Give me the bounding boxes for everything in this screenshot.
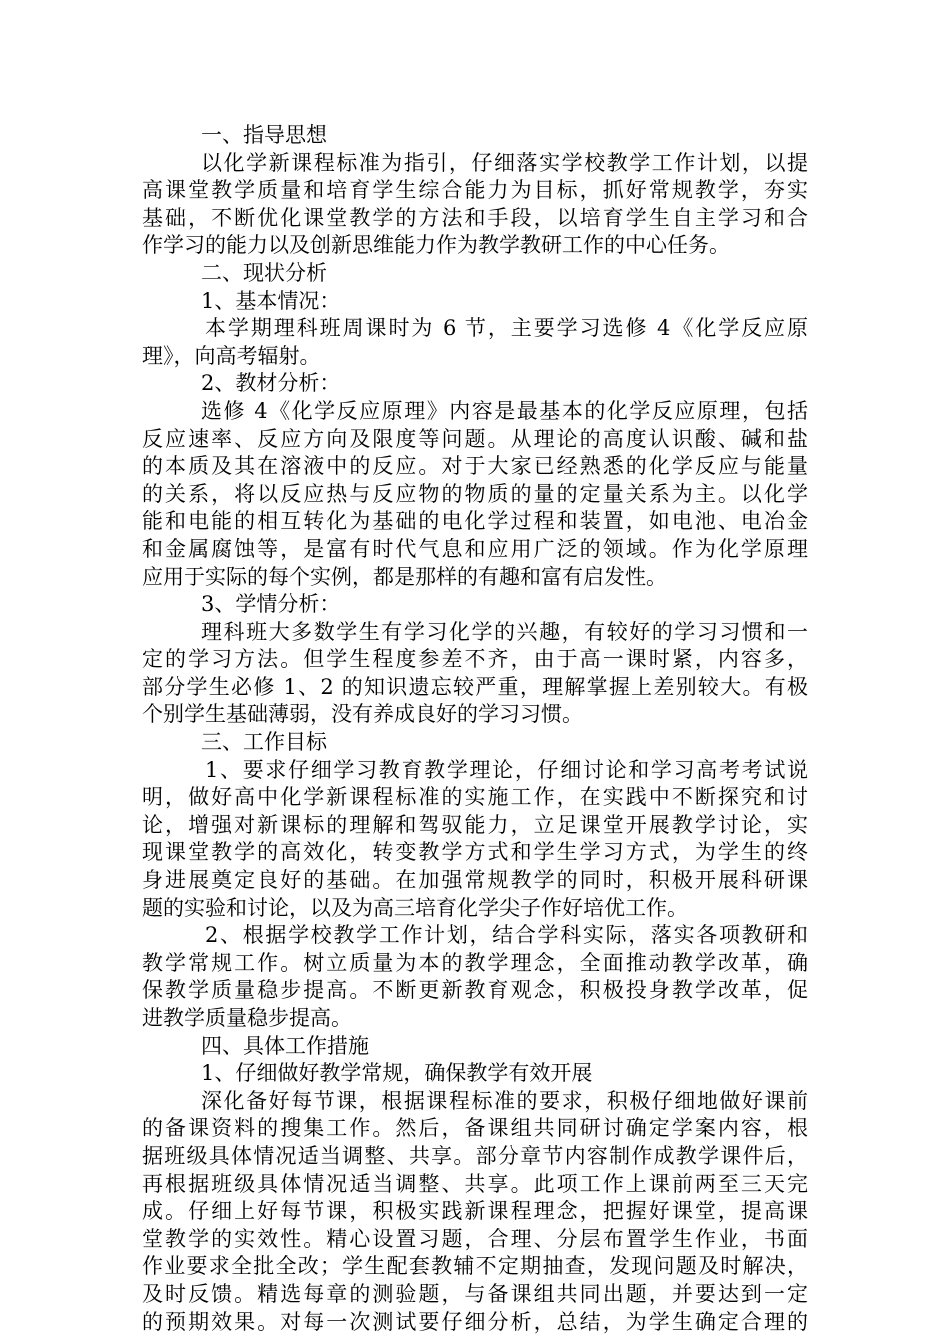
text-line: 定的学习方法。但学生程度参差不齐，由于高一课时紧，内容多，: [142, 647, 808, 672]
text-line: 和金属腐蚀等，是富有时代气息和应用广泛的领域。作为化学原理: [142, 536, 808, 561]
text-line: 成。仔细上好每节课，积极实践新课程理念，把握好课堂，提高课: [142, 1199, 808, 1224]
section-heading-line: 四、具体工作措施: [201, 1033, 369, 1058]
text-line: 深化备好每节课，根据课程标准的要求，积极仔细地做好课前: [201, 1088, 808, 1113]
text-line: 基础，不断优化课堂教学的方法和手段，以培育学生自主学习和合: [142, 205, 808, 230]
section-heading-line: 3、学情分析：: [201, 592, 341, 617]
text-line: 选修 4《化学反应原理》内容是最基本的化学反应原理，包括: [201, 398, 808, 423]
text-line: 个别学生基础薄弱，没有养成良好的学习习惯。: [142, 702, 583, 727]
text-line: 的预期效果。对每一次测试要仔细分析，总结，为学生确定合理的: [142, 1309, 808, 1334]
text-line: 2、根据学校教学工作计划，结合学科实际，落实各项教研和: [205, 923, 808, 948]
text-line: 据班级具体情况适当调整、共享。部分章节内容制作成教学课件后，: [142, 1143, 808, 1168]
text-line: 本学期理科班周课时为 6 节，主要学习选修 4《化学反应原: [205, 316, 808, 341]
text-line: 及时反馈。精选每章的测验题，与备课组共同出题，并要达到一定: [142, 1281, 808, 1306]
document-body: [142, 122, 808, 1336]
text-line: 作学习的能力以及创新思维能力作为教学教研工作的中心任务。: [142, 233, 730, 258]
text-line: 的备课资料的搜集工作。然后，备课组共同研讨确定学案内容，根: [142, 1116, 808, 1141]
text-line: 以化学新课程标准为指引，仔细落实学校教学工作计划，以提: [201, 150, 808, 175]
text-line: 反应速率、反应方向及限度等问题。从理论的高度认识酸、碱和盐: [142, 426, 808, 451]
section-heading-line: 2、教材分析：: [201, 371, 341, 396]
text-line: 的关系，将以反应热与反应物的物质的量的定量关系为主。以化学: [142, 481, 808, 506]
text-line: 现课堂教学的高效化，转变教学方式和学生学习方式，为学生的终: [142, 840, 808, 865]
section-heading-line: 三、工作目标: [201, 730, 327, 755]
section-heading-line: 二、现状分析: [201, 260, 327, 285]
text-line: 题的实验和讨论，以及为高三培育化学尖子作好培优工作。: [142, 895, 688, 920]
text-line: 应用于实际的每个实例，都是那样的有趣和富有启发性。: [142, 564, 667, 589]
text-line: 身进展奠定良好的基础。在加强常规教学的同时，积极开展科研课: [142, 868, 808, 893]
text-line: 理科班大多数学生有学习化学的兴趣，有较好的学习习惯和一: [201, 619, 808, 644]
text-line: 高课堂教学质量和培育学生综合能力为目标，抓好常规教学，夯实: [142, 178, 808, 203]
text-line: 的本质及其在溶液中的反应。对于大家已经熟悉的化学反应与能量: [142, 454, 808, 479]
section-heading-line: 1、仔细做好教学常规，确保教学有效开展: [201, 1061, 593, 1086]
text-line: 论，增强对新课标的理解和驾驭能力，立足课堂开展教学讨论，实: [142, 812, 808, 837]
text-line: 堂教学的实效性。精心设置习题，合理、分层布置学生作业，书面: [142, 1226, 808, 1251]
section-heading-line: 1、基本情况：: [201, 288, 341, 313]
text-line: 能和电能的相互转化为基础的电化学过程和装置，如电池、电冶金: [142, 509, 808, 534]
text-line: 教学常规工作。树立质量为本的教学理念，全面推动教学改革，确: [142, 950, 808, 975]
text-line: 明，做好高中化学新课程标准的实施工作，在实践中不断探究和讨: [142, 785, 808, 810]
text-line: 理》，向高考辐射。: [142, 343, 321, 368]
text-line: 再根据班级具体情况适当调整、共享。此项工作上课前两至三天完: [142, 1171, 808, 1196]
text-line: 进教学质量稳步提高。: [142, 1006, 352, 1030]
text-line: 1、要求仔细学习教育教学理论，仔细讨论和学习高考考试说: [205, 757, 808, 782]
section-heading-line: 一、指导思想: [201, 123, 327, 147]
text-line: 作业要求全批全改；学生配套教辅不定期抽查，发现问题及时解决，: [142, 1254, 808, 1279]
text-line: 部分学生必修 1、2 的知识遗忘较严重，理解掌握上差别较大。有极: [142, 674, 808, 699]
text-line: 保教学质量稳步提高。不断更新教育观念，积极投身教学改革，促: [142, 978, 808, 1003]
